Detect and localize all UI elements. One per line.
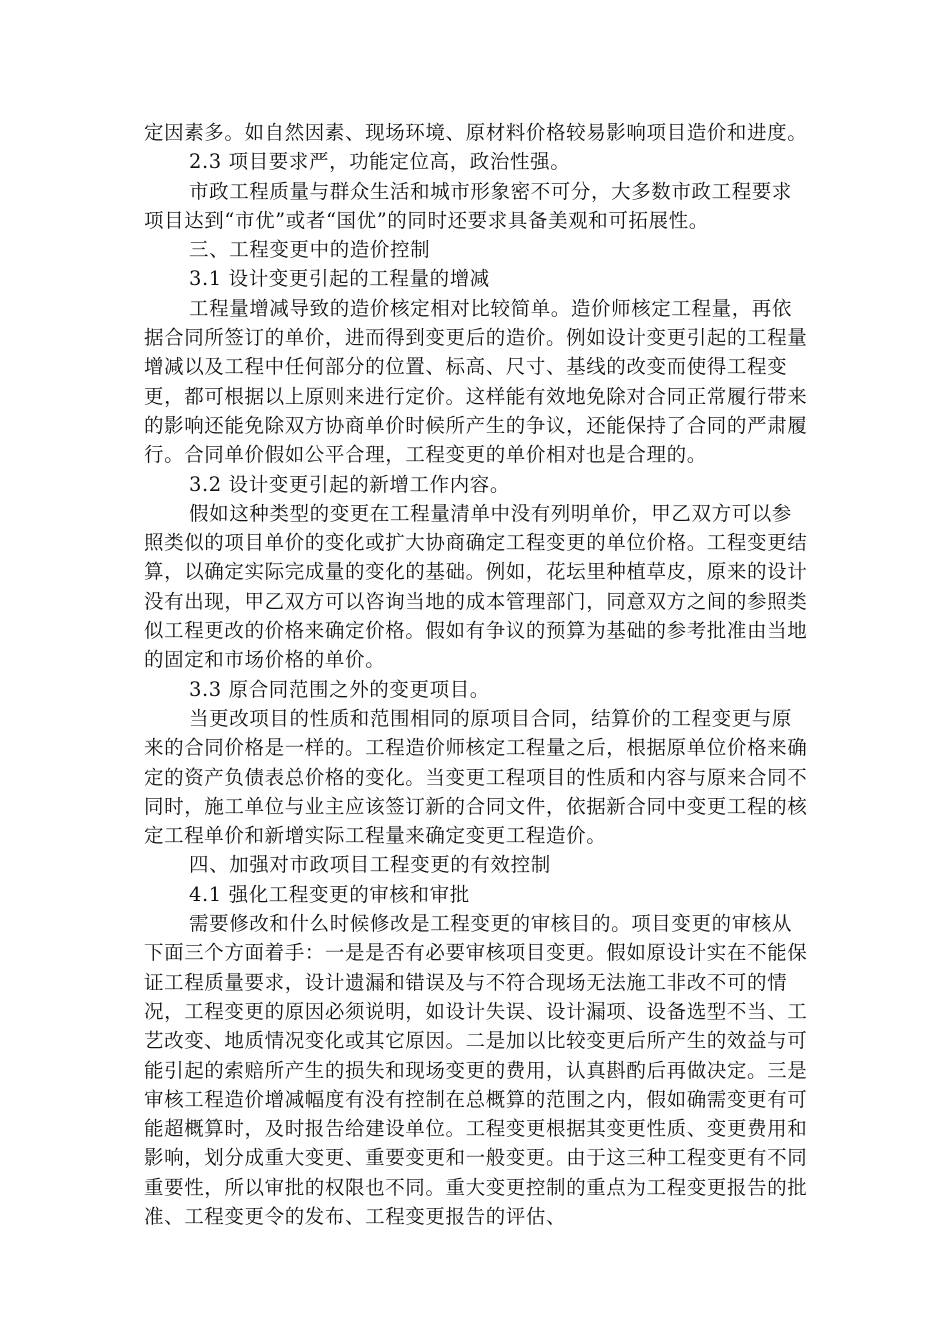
paragraph: 工程量增减导致的造价核定相对比较简单。造价师核定工程量，再依据合同所签订的单价，进而得到变更后的造价。例如设计变更引起的工程量增减以及工程中任何部分的位置、标高、尺寸、基线的改变而使得工程变更，都可根据以上原则来进行定价。这样能有效地免除对合同正常履行带来的影响还能免除双方协商单价时候所产生的争议，还能保持了合同的严肃履行。合同单价假如公平合理，工程变更的单价相对也是合理的。 [144, 296, 808, 467]
heading-3-3: 3.3 原合同范围之外的变更项目。 [189, 677, 490, 701]
heading-3-1: 3.1 设计变更引起的工程量的增减 [189, 267, 490, 291]
paragraph-continuation: 定因素多。如自然因素、现场环境、原材料价格较易影响项目造价和进度。 [144, 121, 808, 144]
paragraph: 假如这种类型的变更在工程量清单中没有列明单价，甲乙双方可以参照类似的项目单价的变化或扩大协商确定工程变更的单位价格。工程变更结算，以确定实际完成量的变化的基础。例如，花坛里种植草皮，原来的设计没有出现，甲乙双方可以咨询当地的成本管理部门，同意双方之间的参照类似工程更改的价格来确定价格。假如有争议的预算为基础的参考批准由当地的固定和市场价格的单价。 [144, 501, 808, 672]
paragraph: 市政工程质量与群众生活和城市形象密不可分，大多数市政工程要求项目达到“市优”或者“国优”的同时还要求具备美观和可拓展性。 [144, 179, 793, 232]
paragraph: 需要修改和什么时候修改是工程变更的审核目的。项目变更的审核从下面三个方面着手：一是是否有必要审核项目变更。假如原设计实在不能保证工程质量要求，设计遗漏和错误及与不符合现场无法施工非改不可的情况，工程变更的原因必须说明，如设计失误、设计漏项、设备选型不当、工艺改变、地质情况变化或其它原因。二是加以比较变更后所产生的效益与可能引起的索赔所产生的损失和现场变更的费用，认真斟酌后再做决定。三是审核工程造价增减幅度有没有控制在总概算的范围之内，假如确需变更有可能超概算时，及时报告给建设单位。工程变更根据其变更性质、变更费用和影响，划分成重大变更、重要变更和一般变更。由于这三种工程变更有不同重要性，所以审批的权限也不同。重大变更控制的重点为工程变更报告的批准、工程变更令的发布、工程变更报告的评估、 [144, 912, 808, 1228]
section-heading-4: 四、加强对市政项目工程变更的有效控制 [189, 853, 551, 877]
heading-3-2: 3.2 设计变更引起的新增工作内容。 [189, 472, 511, 496]
heading-2-3: 2.3 项目要求严，功能定位高，政治性强。 [189, 150, 571, 174]
heading-4-1: 4.1 强化工程变更的审核和审批 [189, 882, 470, 906]
document-body [144, 118, 808, 1231]
section-heading-3: 三、工程变更中的造价控制 [189, 238, 431, 262]
paragraph: 当更改项目的性质和范围相同的原项目合同，结算价的工程变更与原来的合同价格是一样的。工程造价师核定工程量之后，根据原单位价格来确定的资产负债表总价格的变化。当变更工程项目的性质和内容与原来合同不同时，施工单位与业主应该签订新的合同文件，依据新合同中变更工程的核定工程单价和新增实际工程量来确定变更工程造价。 [144, 706, 808, 848]
